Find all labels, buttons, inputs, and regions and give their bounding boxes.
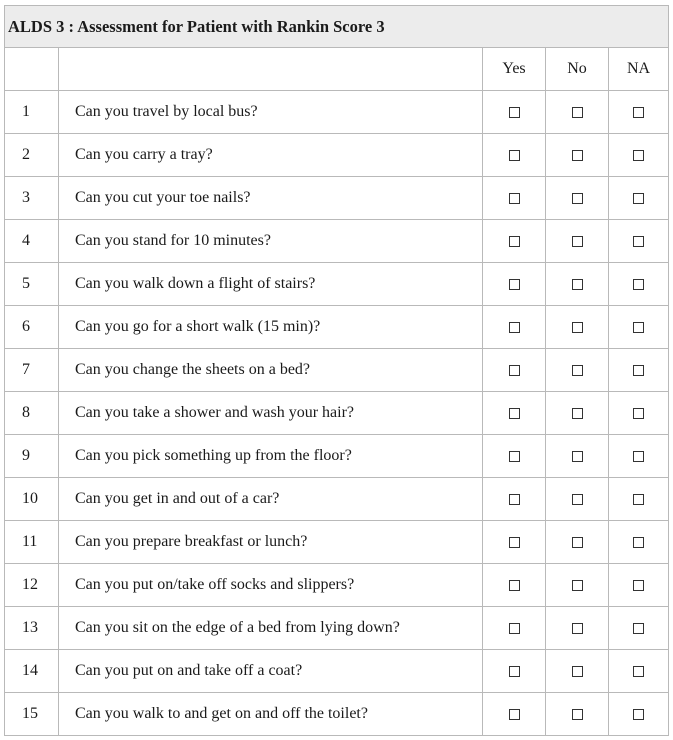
yes-cell [483,435,546,478]
no-cell [546,521,609,564]
no-cell [546,177,609,220]
table-row [5,607,669,650]
no-cell [546,91,609,134]
no-checkbox[interactable] [572,193,583,204]
no-cell [546,392,609,435]
no-checkbox[interactable] [572,623,583,634]
na-cell [609,306,669,349]
no-cell [546,564,609,607]
no-cell [546,263,609,306]
yes-checkbox[interactable] [509,193,520,204]
no-checkbox[interactable] [572,150,583,161]
row-question: Can you walk to and get on and off the toilet? [59,693,483,736]
na-checkbox[interactable] [633,236,644,247]
row-number: 2 [5,134,59,177]
no-checkbox[interactable] [572,408,583,419]
row-number: 7 [5,349,59,392]
yes-cell [483,177,546,220]
no-cell [546,650,609,693]
no-checkbox[interactable] [572,494,583,505]
row-question: Can you go for a short walk (15 min)? [59,306,483,349]
no-checkbox[interactable] [572,580,583,591]
row-number: 11 [5,521,59,564]
na-checkbox[interactable] [633,279,644,290]
yes-checkbox[interactable] [509,236,520,247]
no-checkbox[interactable] [572,537,583,548]
table-row [5,564,669,607]
no-cell [546,306,609,349]
table-row [5,521,669,564]
assessment-table [4,5,669,736]
header-question-cell [59,48,483,91]
no-checkbox[interactable] [572,107,583,118]
yes-checkbox[interactable] [509,322,520,333]
row-number: 9 [5,435,59,478]
yes-checkbox[interactable] [509,150,520,161]
yes-cell [483,134,546,177]
header-no: No [546,48,609,91]
row-question: Can you sit on the edge of a bed from lying down? [59,607,483,650]
row-question: Can you change the sheets on a bed? [59,349,483,392]
na-checkbox[interactable] [633,623,644,634]
yes-cell [483,521,546,564]
header-row [5,48,669,91]
table-row [5,693,669,736]
no-checkbox[interactable] [572,236,583,247]
row-question: Can you pick something up from the floor? [59,435,483,478]
row-question: Can you put on and take off a coat? [59,650,483,693]
yes-checkbox[interactable] [509,107,520,118]
no-cell [546,349,609,392]
yes-cell [483,306,546,349]
yes-cell [483,263,546,306]
no-cell [546,693,609,736]
row-question: Can you cut your toe nails? [59,177,483,220]
table-row [5,650,669,693]
row-number: 1 [5,91,59,134]
row-question: Can you get in and out of a car? [59,478,483,521]
no-cell [546,478,609,521]
no-cell [546,134,609,177]
table-row [5,478,669,521]
na-cell [609,607,669,650]
yes-cell [483,392,546,435]
question-rows [5,91,669,736]
yes-cell [483,220,546,263]
no-cell [546,607,609,650]
row-number: 5 [5,263,59,306]
row-question: Can you walk down a flight of stairs? [59,263,483,306]
no-checkbox[interactable] [572,666,583,677]
yes-checkbox[interactable] [509,494,520,505]
yes-checkbox[interactable] [509,580,520,591]
na-checkbox[interactable] [633,580,644,591]
na-cell [609,349,669,392]
row-number: 12 [5,564,59,607]
yes-checkbox[interactable] [509,623,520,634]
na-cell [609,650,669,693]
na-cell [609,91,669,134]
table-row [5,435,669,478]
na-cell [609,263,669,306]
yes-cell [483,91,546,134]
na-checkbox[interactable] [633,408,644,419]
na-cell [609,693,669,736]
table-row [5,306,669,349]
na-cell [609,177,669,220]
row-question: Can you carry a tray? [59,134,483,177]
na-cell [609,521,669,564]
yes-checkbox[interactable] [509,709,520,720]
table-row [5,91,669,134]
na-checkbox[interactable] [633,537,644,548]
row-question: Can you put on/take off socks and slippers? [59,564,483,607]
table-title: ALDS 3 : Assessment for Patient with Rankin Score 3 [5,6,669,48]
no-checkbox[interactable] [572,365,583,376]
row-number: 15 [5,693,59,736]
na-checkbox[interactable] [633,709,644,720]
assessment-form [4,5,668,736]
row-number: 3 [5,177,59,220]
na-checkbox[interactable] [633,322,644,333]
header-na: NA [609,48,669,91]
na-cell [609,478,669,521]
na-checkbox[interactable] [633,107,644,118]
na-cell [609,220,669,263]
na-cell [609,435,669,478]
row-number: 6 [5,306,59,349]
na-checkbox[interactable] [633,193,644,204]
yes-checkbox[interactable] [509,451,520,462]
no-cell [546,435,609,478]
yes-checkbox[interactable] [509,408,520,419]
table-row [5,349,669,392]
na-cell [609,564,669,607]
yes-cell [483,607,546,650]
table-row [5,177,669,220]
yes-cell [483,349,546,392]
no-cell [546,220,609,263]
table-row [5,134,669,177]
na-checkbox[interactable] [633,365,644,376]
no-checkbox[interactable] [572,279,583,290]
yes-checkbox[interactable] [509,365,520,376]
table-row [5,220,669,263]
yes-cell [483,478,546,521]
row-number: 8 [5,392,59,435]
row-number: 4 [5,220,59,263]
row-number: 10 [5,478,59,521]
row-question: Can you take a shower and wash your hair? [59,392,483,435]
na-checkbox[interactable] [633,666,644,677]
yes-cell [483,564,546,607]
no-checkbox[interactable] [572,709,583,720]
row-question: Can you stand for 10 minutes? [59,220,483,263]
no-checkbox[interactable] [572,451,583,462]
na-checkbox[interactable] [633,150,644,161]
row-number: 13 [5,607,59,650]
yes-cell [483,693,546,736]
yes-checkbox[interactable] [509,279,520,290]
na-checkbox[interactable] [633,494,644,505]
yes-checkbox[interactable] [509,537,520,548]
table-row [5,263,669,306]
row-question: Can you travel by local bus? [59,91,483,134]
na-cell [609,392,669,435]
na-checkbox[interactable] [633,451,644,462]
yes-checkbox[interactable] [509,666,520,677]
table-row [5,392,669,435]
yes-cell [483,650,546,693]
header-yes: Yes [483,48,546,91]
na-cell [609,134,669,177]
no-checkbox[interactable] [572,322,583,333]
header-num-cell [5,48,59,91]
row-question: Can you prepare breakfast or lunch? [59,521,483,564]
row-number: 14 [5,650,59,693]
